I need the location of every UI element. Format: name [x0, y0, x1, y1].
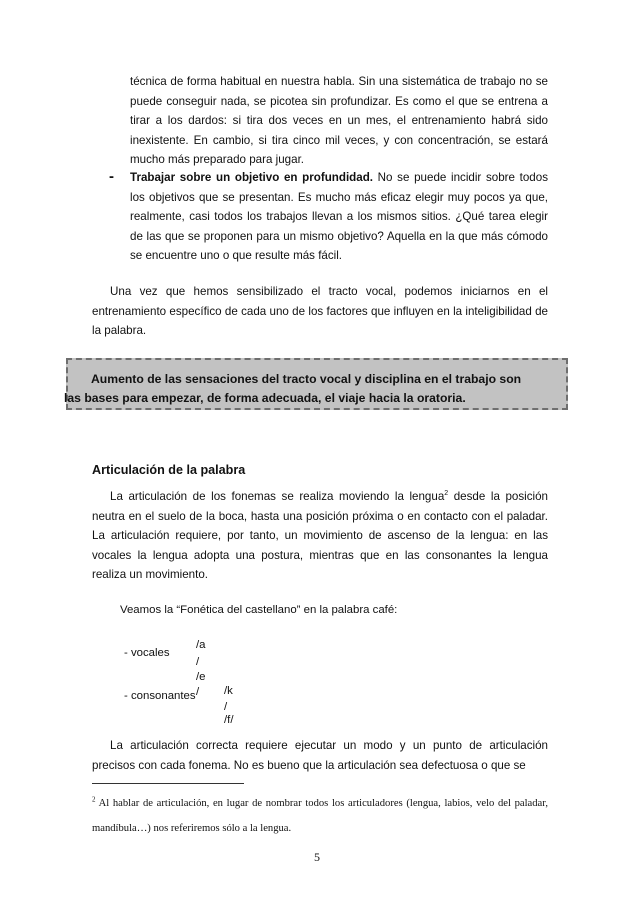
bullet-text: No se puede incidir sobre todos los objetivos que se presentan. Es mucho más eficaz elegir muy pocos ya que, realmente, casi todos los trabajos llevan a los mismos sitios. ¿Qué tarea elegir de las que se proponen para un mismo objetivo? Aquella en la que más cómodo se encuentre uno o que resulte más fácil. — [130, 171, 548, 263]
example-intro: Veamos la “Fonética del castellano” en la palabra café: — [120, 604, 398, 616]
paragraph-1: Una vez que hemos sensibilizado el tracto vocal, podemos iniciarnos en el entrenamiento específico de cada uno de los factores que influyen en la inteligibilidad de la palabra. — [92, 285, 548, 338]
footnote-text: Al hablar de articulación, en lugar de nombrar todos los articuladores (lengua, labios, velo del paladar, mandíbula…) nos referiremos sólo a la lengua. — [92, 798, 548, 834]
vocal-a-bottom: / — [196, 656, 200, 668]
footnote-ref: 2 — [444, 490, 449, 498]
cons-k-bottom: / — [224, 701, 228, 713]
top-paragraph: técnica de forma habitual en nuestra habla. Sin una sistemática de trabajo no se puede conseguir nada, se picotea sin profundizar. Es como el que se entrena a tirar a los dardos: si tira dos veces en un mes, el entrenamiento habrá sido inexistente. En cambio, si tira cinco mil veces, y con concentración, se estará mucho más preparado para jugar. — [130, 75, 548, 167]
consonantes-label: - consonantes — [124, 690, 196, 702]
vocal-e-top: /e — [196, 671, 206, 683]
banner-text — [64, 370, 572, 408]
highlight-banner — [66, 358, 568, 410]
bullet-bold-lead: Trabajar sobre un objetivo en profundidad. — [130, 171, 374, 184]
footnote — [92, 791, 548, 841]
cons-f: /f/ — [224, 714, 234, 726]
vocal-a — [196, 637, 206, 671]
vocal-e — [196, 670, 206, 700]
cons-k — [224, 683, 233, 715]
articulation-paragraph — [92, 487, 548, 585]
banner-line-1: Aumento de las sensaciones del tracto vocal y disciplina en el trabajo son — [91, 372, 522, 386]
bullet-paragraph — [130, 168, 548, 266]
section-heading: Articulación de la palabra — [92, 463, 246, 477]
articulation-text-start: La articulación de los fonemas se realiza moviendo la lengua — [110, 490, 445, 503]
vocal-e-bottom: / — [196, 686, 200, 698]
footnote-number: 2 — [92, 795, 96, 804]
vocales-label: - vocales — [124, 647, 170, 659]
vocal-a-top: /a — [196, 639, 206, 651]
cons-k-top: /k — [224, 685, 233, 697]
articulation-text-end: desde la posición neutra en el suelo de la boca, hasta una posición próxima o en contacto con el paladar. La articulación requiere, por tanto, un movimiento de ascenso de la lengua: en las vocales la lengua adopta una postura, mientras que en las consonantes la lengua realiza un movimiento. — [92, 490, 548, 582]
footnote-rule — [92, 783, 244, 784]
bullet-dash: - — [109, 168, 114, 185]
page-number: 5 — [314, 850, 320, 864]
banner-line-2: las bases para empezar, de forma adecuada, el viaje hacia la oratoria. — [64, 391, 466, 405]
paragraph-2: La articulación correcta requiere ejecutar un modo y un punto de articulación precisos con cada fonema. No es bueno que la articulación sea defectuosa o que se — [92, 739, 548, 772]
